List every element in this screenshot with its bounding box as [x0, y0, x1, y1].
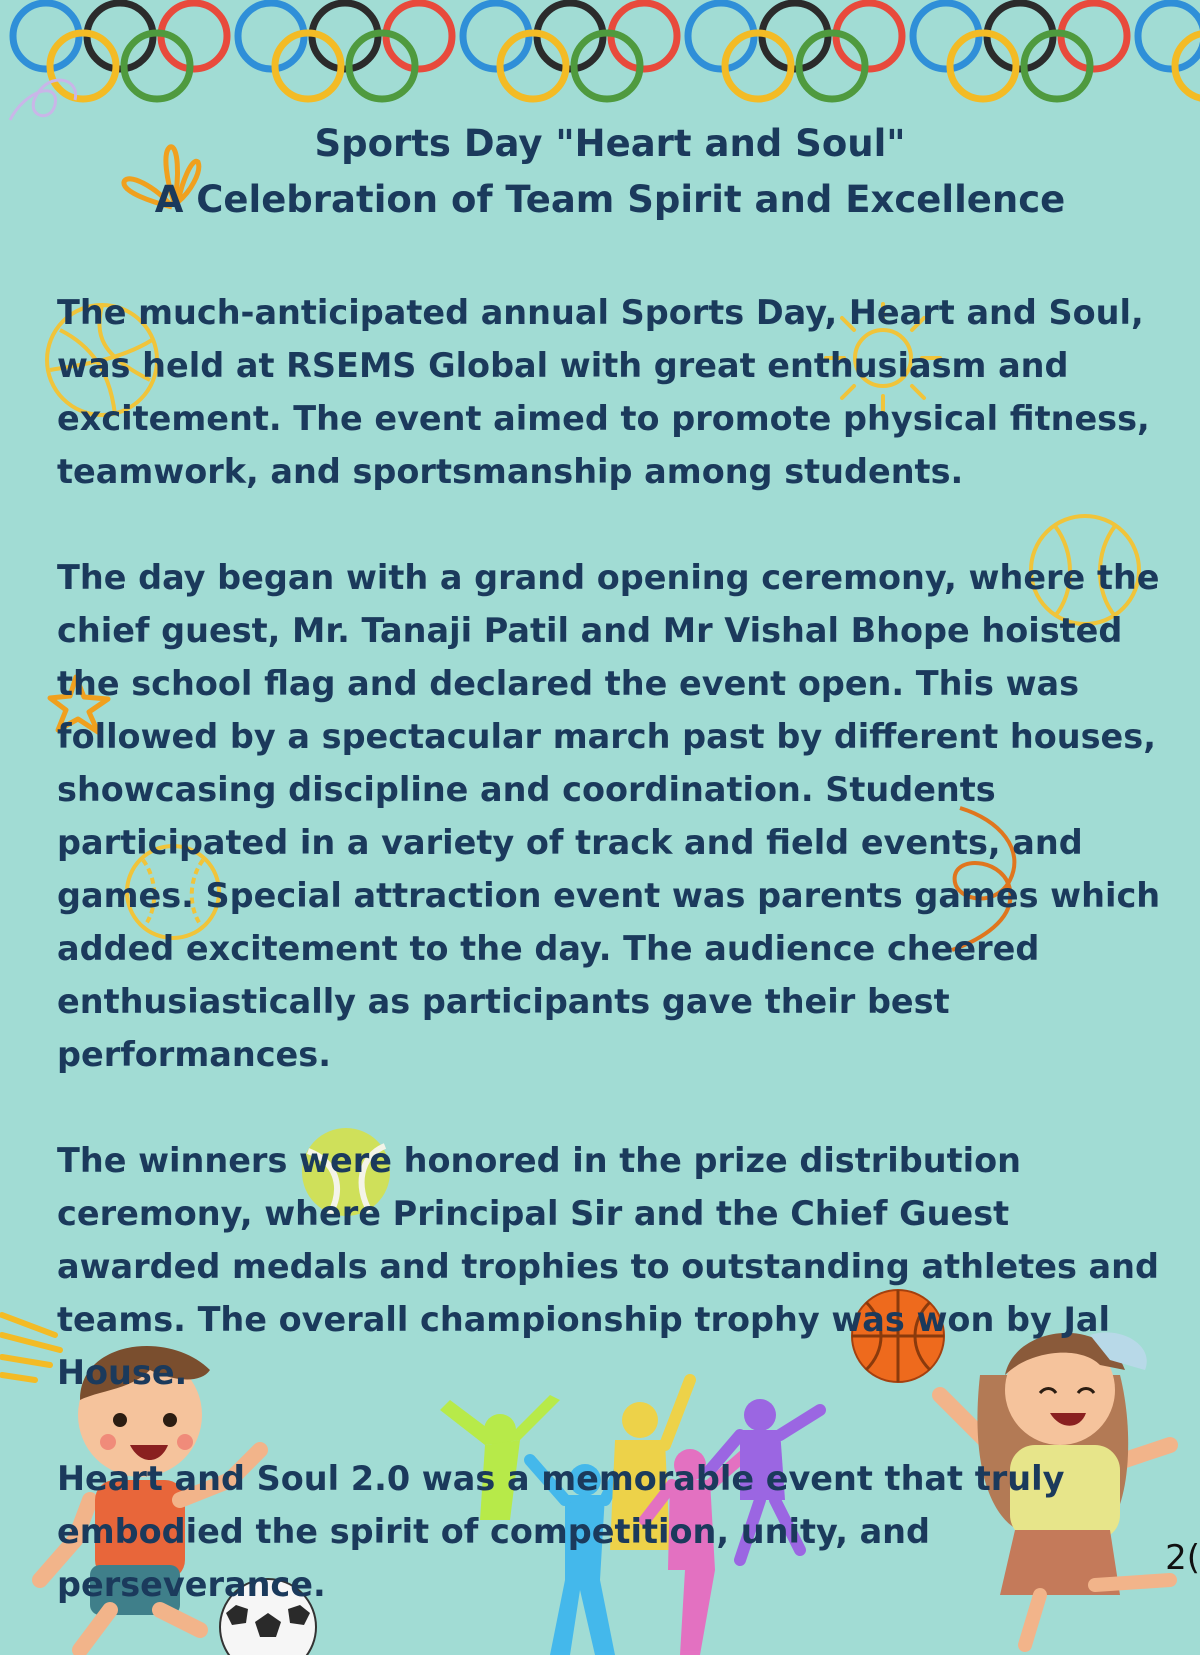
- page-title: [60, 116, 1160, 228]
- title-line-2: A Celebration of Team Spirit and Excellence: [154, 178, 1066, 221]
- paragraph-intro: [57, 286, 1177, 498]
- text-line: enthusiastically as participants gave their best: [57, 982, 950, 1021]
- title-line-1: Sports Day "Heart and Soul": [314, 122, 906, 165]
- text-line: The day began with a grand opening ceremony, where the: [57, 558, 1160, 597]
- text-line: awarded medals and trophies to outstanding athletes and: [57, 1247, 1159, 1286]
- text-line: followed by a spectacular march past by different houses,: [57, 717, 1156, 756]
- text-line: the school flag and declared the event open. This was: [57, 664, 1080, 703]
- text-line: participated in a variety of track and field events, and: [57, 823, 1083, 862]
- text-line: was held at RSEMS Global with great enthusiasm and: [57, 346, 1069, 385]
- text-line: teamwork, and sportsmanship among students.: [57, 452, 964, 491]
- text-line: excitement. The event aimed to promote physical fitness,: [57, 399, 1150, 438]
- text-line: added excitement to the day. The audience cheered: [57, 929, 1040, 968]
- text-line: chief guest, Mr. Tanaji Patil and Mr Vishal Bhope hoisted: [57, 611, 1123, 650]
- text-line: showcasing discipline and coordination. Students: [57, 770, 996, 809]
- paragraph-prizes: [57, 1134, 1177, 1399]
- text-line: embodied the spirit of competition, unity, and: [57, 1512, 931, 1551]
- page-number: 2(: [1165, 1538, 1200, 1578]
- text-line: House.: [57, 1353, 188, 1392]
- text-line: perseverance.: [57, 1565, 326, 1604]
- article-body: [57, 286, 1177, 1655]
- olympic-rings-border: [0, 0, 1200, 110]
- text-line: games. Special attraction event was parents games which: [57, 876, 1161, 915]
- text-line: performances.: [57, 1035, 331, 1074]
- text-line: The much-anticipated annual Sports Day, Heart and Soul,: [57, 293, 1144, 332]
- paragraph-ceremony: [57, 551, 1177, 1081]
- text-line: ceremony, where Principal Sir and the Chief Guest: [57, 1194, 1010, 1233]
- text-line: teams. The overall championship trophy was won by Jal: [57, 1300, 1110, 1339]
- text-line: Heart and Soul 2.0 was a memorable event that truly: [57, 1459, 1065, 1498]
- paragraph-closing: [57, 1452, 1177, 1611]
- text-line: The winners were honored in the prize distribution: [57, 1141, 1021, 1180]
